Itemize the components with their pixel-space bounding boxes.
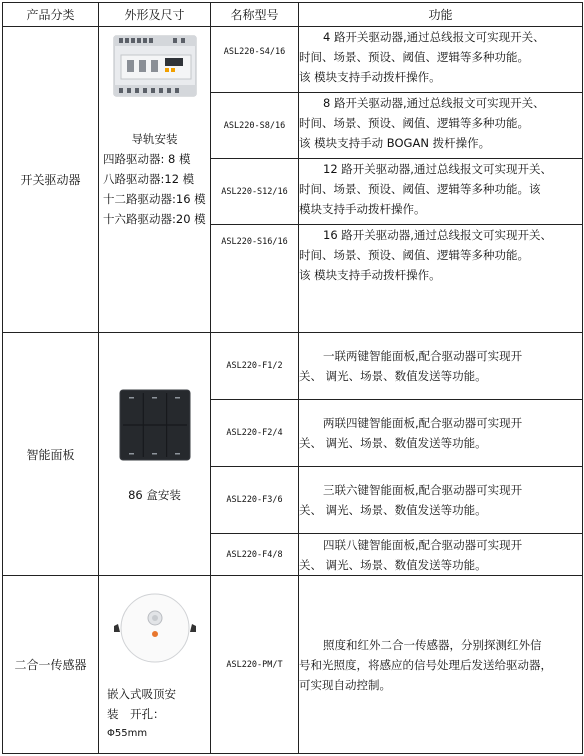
switch-size-list (99, 149, 210, 229)
size-item: 八路驱动器:12 模 (103, 172, 195, 186)
product-spec-table (2, 2, 583, 754)
header-shape: 外形及尺寸 (99, 3, 211, 27)
function-description: 8 路开关驱动器,通过总线报文可实现开关、 时间、场景、预设、阈值、逻辑等多种功能。 该 模块支持手动 BOGAN 拨杆操作。 (299, 93, 583, 159)
category-smart-panel: 智能面板 (3, 333, 99, 576)
switch-actuator-shape-cell (99, 27, 211, 333)
panel-install-label: 86 盒安装 (128, 488, 181, 502)
table-row (3, 333, 583, 400)
function-description: 照度和红外二合一传感器，分别探测红外信 号和光照度，将感应的信号处理后发送给驱动器， 可实现自动控制。 (299, 576, 583, 754)
header-model: 名称型号 (211, 3, 299, 27)
model-code: ASL220-F4/8 (211, 534, 299, 576)
model-code: ASL220-F2/4 (211, 400, 299, 467)
function-description: 三联六键智能面板,配合驱动器可实现开 关、 调光、场景、数值发送等功能。 (299, 467, 583, 534)
model-code: ASL220-F3/6 (211, 467, 299, 534)
function-description: 四联八键智能面板,配合驱动器可实现开 关、 调光、场景、数值发送等功能。 (299, 534, 583, 576)
size-item: 十六路驱动器:20 模 (103, 212, 206, 226)
sensor-shape-cell (99, 576, 211, 754)
switch-install-label: 导轨安装 (131, 132, 178, 146)
sensor-install-label: 嵌入式吸顶安 装 开孔： Φ55mm (107, 687, 176, 739)
model-code: ASL220-S16/16 (211, 225, 299, 333)
smart-panel-shape-cell (99, 333, 211, 576)
header-category: 产品分类 (3, 3, 99, 27)
model-code: ASL220-S12/16 (211, 159, 299, 225)
table-row (3, 576, 583, 754)
function-description: 12 路开关驱动器,通过总线报文可实现开关、 时间、场景、预设、阈值、逻辑等多种功能。该 模块支持手动拨杆操作。 (299, 159, 583, 225)
header-function: 功能 (299, 3, 583, 27)
function-description: 4 路开关驱动器,通过总线报文可实现开关、 时间、场景、预设、阈值、逻辑等多种功能。 该 模块支持手动拨杆操作。 (299, 27, 583, 93)
table-row (3, 27, 583, 93)
din-rail-module-icon (113, 35, 197, 97)
model-code: ASL220-S4/16 (211, 27, 299, 93)
category-switch-actuator: 开关驱动器 (3, 27, 99, 333)
keypad-panel-icon (119, 389, 191, 461)
function-description: 16 路开关驱动器,通过总线报文可实现开关、 时间、场景、预设、阈值、逻辑等多种功能。 该 模块支持手动拨杆操作。 (299, 225, 583, 333)
size-item: 四路驱动器: 8 模 (103, 152, 191, 166)
smart-panel-image (99, 389, 210, 461)
sensor-image (99, 590, 210, 666)
function-description: 两联四键智能面板,配合驱动器可实现开 关、 调光、场景、数值发送等功能。 (299, 400, 583, 467)
model-code: ASL220-F1/2 (211, 333, 299, 400)
category-sensor: 二合一传感器 (3, 576, 99, 754)
header-row (3, 3, 583, 27)
model-code: ASL220-S8/16 (211, 93, 299, 159)
ceiling-sensor-icon (110, 590, 200, 666)
function-description: 一联两键智能面板,配合驱动器可实现开 关、 调光、场景、数值发送等功能。 (299, 333, 583, 400)
model-code: ASL220-PM/T (211, 576, 299, 754)
size-item: 十二路驱动器:16 模 (103, 192, 206, 206)
din-rail-actuator-image (99, 35, 210, 97)
